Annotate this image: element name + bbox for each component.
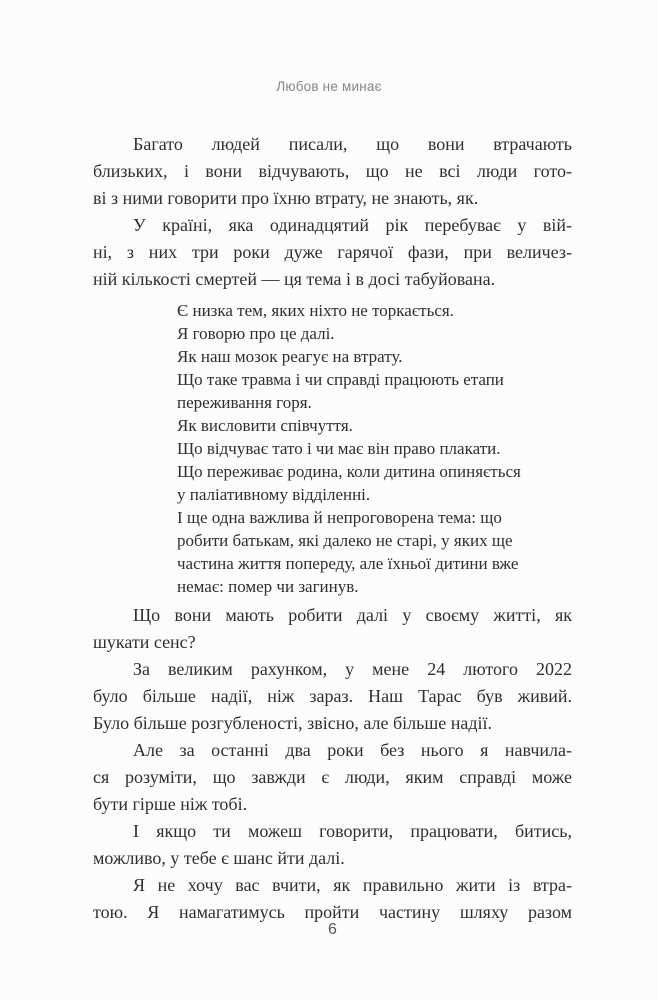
- paragraph: [93, 212, 572, 293]
- text-line: бути гірше ніж тобі.: [93, 794, 248, 814]
- paragraph: [93, 737, 572, 818]
- text-line: у паліативному відділенні.: [177, 485, 371, 504]
- text-line: частина життя попереду, але їхньої дитини вже: [177, 554, 519, 573]
- text-line: Що вони мають робити далі у своєму житті, як: [133, 605, 572, 625]
- text-line: Як висловити співчуття.: [177, 416, 353, 435]
- text-line: ні, з них три роки дуже гарячої фази, при величез-: [93, 242, 572, 262]
- text-line: ній кількості смертей — ця тема і в досі табуйована.: [93, 269, 496, 289]
- text-line: Що таке травма і чи справді працюють етапи: [177, 370, 504, 389]
- text-line: Було більше розгубленості, звісно, але більше надії.: [93, 713, 492, 733]
- quote-item: [177, 460, 572, 506]
- quote-item: [177, 345, 572, 368]
- text-line: Але за останні два роки без нього я навчила-: [133, 740, 572, 760]
- text-line: Багато людей писали, що вони втрачають: [133, 134, 572, 154]
- text-line: немає: помер чи загинув.: [177, 577, 359, 596]
- quote-item: [177, 414, 572, 437]
- text-line: Що відчуває тато і чи має він право плакати.: [177, 439, 501, 458]
- paragraph: [93, 131, 572, 212]
- text-line: І якщо ти можеш говорити, працювати, битись,: [133, 821, 572, 841]
- quote-item: [177, 322, 572, 345]
- text-line: Я говорю про це далі.: [177, 324, 335, 343]
- text-line: шукати сенс?: [93, 632, 196, 652]
- running-header: Любов не минає: [276, 79, 382, 94]
- text-line: У країні, яка одинадцятий рік перебуває у вій-: [133, 215, 572, 235]
- text-line: Я не хочу вас вчити, як правильно жити із втра-: [133, 875, 572, 895]
- quote-item: [177, 299, 572, 322]
- text-line: було більше надії, ніж зараз. Наш Тарас був живий.: [93, 686, 572, 706]
- paragraph: [93, 656, 572, 737]
- text-line: близьких, і вони відчувають, що не всі люди гото-: [93, 161, 572, 181]
- text-line: Є низка тем, яких ніхто не торкається.: [177, 301, 454, 320]
- paragraph: [93, 818, 572, 872]
- text-line: За великим рахунком, у мене 24 лютого 2022: [133, 659, 572, 679]
- text-line: ся розуміти, що завжди є люди, яким справді може: [93, 767, 572, 787]
- quote-item: [177, 437, 572, 460]
- text-flow: [0, 131, 658, 926]
- text-line: Як наш мозок реагує на втрату.: [177, 347, 403, 366]
- quote-item: [177, 506, 572, 598]
- text-line: можливо, у тебе є шанс йти далі.: [93, 848, 345, 868]
- text-line: переживання горя.: [177, 393, 312, 412]
- text-line: Що переживає родина, коли дитина опиняється: [177, 462, 521, 481]
- text-line: І ще одна важлива й непроговорена тема: що: [177, 508, 502, 527]
- text-line: тою. Я намагатимусь пройти частину шляху разом: [93, 902, 572, 922]
- text-line: робити батькам, які далеко не старі, у яких ще: [177, 531, 513, 550]
- paragraph: [93, 872, 572, 926]
- paragraph: [93, 602, 572, 656]
- quote-item: [177, 368, 572, 414]
- text-line: ві з ними говорити про їхню втрату, не знають, як.: [93, 188, 479, 208]
- page-number: 6: [328, 921, 337, 938]
